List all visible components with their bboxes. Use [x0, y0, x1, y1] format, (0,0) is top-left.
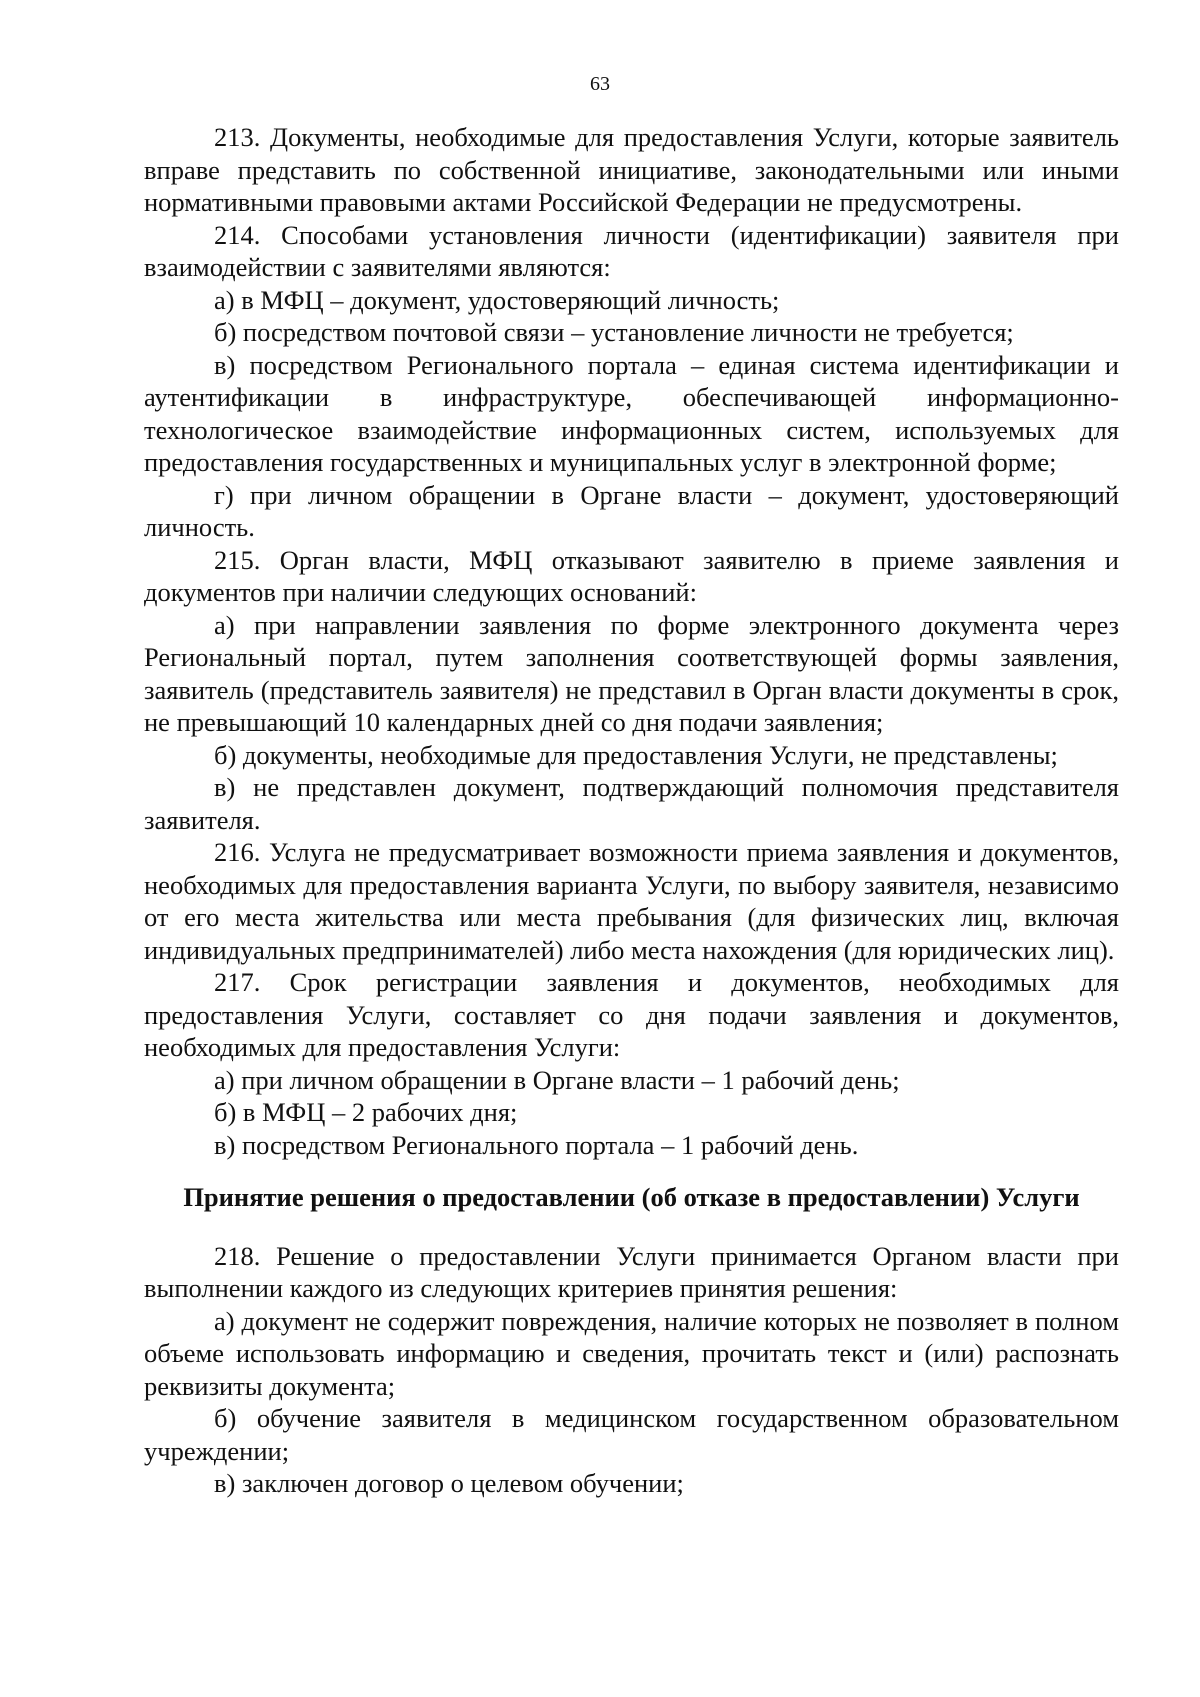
- paragraph-218: 218. Решение о предоставлении Услуги принимается Органом власти при выполнении каждого из следующих критериев принятия решения:: [144, 1240, 1119, 1303]
- paragraph-217: 217. Срок регистрации заявления и документов, необходимых для предоставления Услуги, составляет со дня подачи заявления и документов, необходимых для предоставления Услуги:: [144, 967, 1119, 1062]
- paragraph-215-a: а) при направлении заявления по форме электронного документа через Региональный портал, путем заполнения соответствующей формы заявления, заявитель (представитель заявителя) не представил в Орган власти документы в срок, не превышающий 10 календарных дней со дня подачи заявления;: [144, 609, 1119, 737]
- paragraph-215-v: в) не представлен документ, подтверждающий полномочия представителя заявителя.: [144, 772, 1119, 835]
- paragraph-214-b: б) посредством почтовой связи – установление личности не требуется;: [214, 317, 1014, 347]
- paragraph-215-b: б) документы, необходимые для предоставления Услуги, не представлены;: [214, 739, 1058, 770]
- paragraph-213: 213. Документы, необходимые для предоставления Услуги, которые заявитель вправе представить по собственной инициативе, законодательными или иными нормативными правовыми актами Российской Федерации не предусмотрены.: [144, 122, 1119, 217]
- paragraph-217-v: в) посредством Регионального портала – 1 рабочий день.: [214, 1129, 859, 1160]
- document-body: [144, 121, 1119, 1500]
- paragraph-214-a: а) в МФЦ – документ, удостоверяющий личность;: [214, 284, 780, 315]
- page-number: 63: [590, 73, 610, 95]
- paragraph-216: 216. Услуга не предусматривает возможности приема заявления и документов, необходимых для предоставления варианта Услуги, по выбору заявителя, независимо от его места жительства или места пребывания (для физических лиц, включая индивидуальных предпринимателей) либо места нахождения (для юридических лиц).: [144, 837, 1119, 965]
- paragraph-214-g: г) при личном обращении в Органе власти – документ, удостоверяющий личность.: [144, 479, 1119, 542]
- paragraph-218-a: а) документ не содержит повреждения, наличие которых не позволяет в полном объеме использовать информацию и сведения, прочитать текст и (или) распознать реквизиты документа;: [144, 1305, 1119, 1401]
- paragraph-218-b: б) обучение заявителя в медицинском государственном образовательном учреждении;: [144, 1403, 1119, 1466]
- paragraph-218-v: в) заключен договор о целевом обучении;: [214, 1468, 684, 1498]
- paragraph-217-b: б) в МФЦ – 2 рабочих дня;: [214, 1097, 518, 1127]
- paragraph-214-v: в) посредством Регионального портала – единая система идентификации и аутентификации в инфраструктуре, обеспечивающей информационно-технологическое взаимодействие информационных систем, используемых для предоставления государственных и муниципальных услуг в электронной форме;: [144, 349, 1119, 477]
- paragraph-217-a: а) при личном обращении в Органе власти – 1 рабочий день;: [214, 1064, 900, 1095]
- paragraph-215: 215. Орган власти, МФЦ отказывают заявителю в приеме заявления и документов при наличии следующих оснований:: [144, 544, 1119, 607]
- section-heading: Принятие решения о предоставлении (об отказе в предоставлении) Услуги: [183, 1182, 1080, 1212]
- paragraph-214: 214. Способами установления личности (идентификации) заявителя при взаимодействии с заявителями являются:: [144, 219, 1119, 282]
